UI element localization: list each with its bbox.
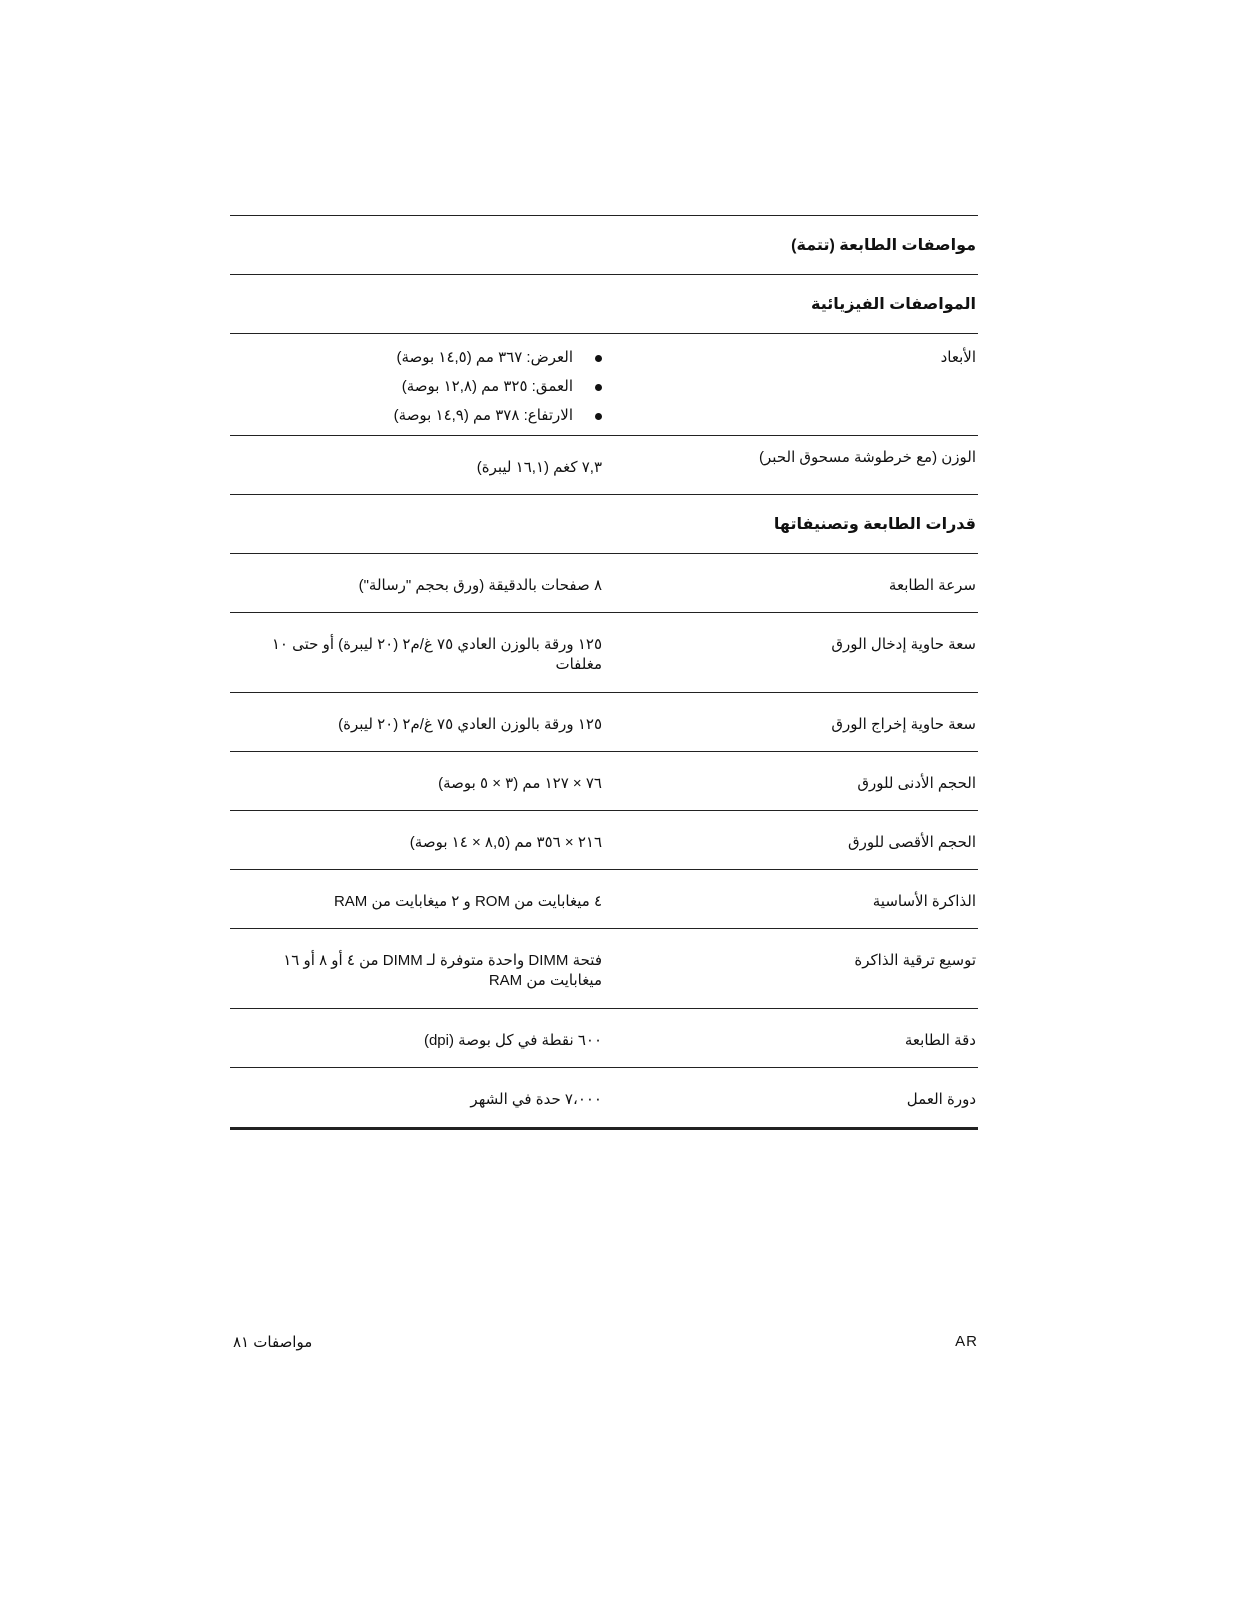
table-row xyxy=(230,436,978,495)
bullet-icon xyxy=(595,355,602,362)
dimension-depth: العمق: ٣٢٥ مم (١٢,٨ بوصة) xyxy=(401,378,573,396)
row-value-input-tray: ١٢٥ ورقة بالوزن العادي ٧٥ غ/م٢ (٢٠ ليبرة) أو حتى ١٠ مغلفات xyxy=(271,636,602,674)
table-row xyxy=(230,929,978,1009)
row-value-print-speed: ٨ صفحات بالدقيقة (ورق بحجم "رسالة") xyxy=(358,577,602,594)
row-label-dimensions: الأبعاد xyxy=(940,349,976,366)
row-value-resolution: ٦٠٠ نقطة في كل بوصة (dpi) xyxy=(423,1032,602,1049)
row-label-resolution: دقة الطابعة xyxy=(904,1032,976,1049)
row-label-min-paper: الحجم الأدنى للورق xyxy=(857,775,976,792)
table-row xyxy=(230,811,978,870)
row-label-input-tray: سعة حاوية إدخال الورق xyxy=(831,636,976,653)
table-row xyxy=(230,554,978,613)
dimension-width: العرض: ٣٦٧ مم (١٤,٥ بوصة) xyxy=(396,349,573,367)
table-row xyxy=(230,870,978,929)
table-row xyxy=(230,613,978,693)
dimensions-list xyxy=(232,344,602,431)
section-heading-row xyxy=(230,275,978,334)
section-heading-physical: المواصفات الفيزيائية xyxy=(811,296,976,313)
list-item xyxy=(232,373,602,402)
section-heading-capabilities: قدرات الطابعة وتصنيفاتها xyxy=(773,516,976,533)
list-item xyxy=(232,344,602,373)
dimension-height: الارتفاع: ٣٧٨ مم (١٤,٩ بوصة) xyxy=(393,407,573,425)
table-row xyxy=(230,1068,978,1127)
row-label-print-speed: سرعة الطابعة xyxy=(888,577,976,594)
bullet-icon xyxy=(595,413,602,420)
row-label-weight: الوزن (مع خرطوشة مسحوق الحبر) xyxy=(759,449,976,466)
table-row xyxy=(230,693,978,752)
row-label-max-paper: الحجم الأقصى للورق xyxy=(848,834,976,851)
list-item xyxy=(232,402,602,431)
table-row xyxy=(230,334,978,436)
table-title: مواصفات الطابعة (تتمة) xyxy=(791,237,976,254)
row-value-memory-upgrade: فتحة DIMM واحدة متوفرة لـ DIMM من ٤ أو ٨ أو ١٦ ميغابايت من RAM xyxy=(283,952,602,990)
bullet-icon xyxy=(595,384,602,391)
section-heading-row xyxy=(230,495,978,554)
row-label-base-memory: الذاكرة الأساسية xyxy=(872,893,976,910)
row-label-output-tray: سعة حاوية إخراج الورق xyxy=(831,716,976,733)
row-label-memory-upgrade: توسيع ترقية الذاكرة xyxy=(854,952,976,969)
table-row xyxy=(230,752,978,811)
table-row xyxy=(230,1009,978,1068)
row-value-min-paper: ٧٦ × ١٢٧ مم (٣ × ٥ بوصة) xyxy=(438,775,602,792)
spec-table xyxy=(230,215,978,1130)
row-value-base-memory: ٤ ميغابايت من ROM و ٢ ميغابايت من RAM xyxy=(333,893,602,910)
language-code: AR xyxy=(955,1333,978,1350)
row-label-duty-cycle: دورة العمل xyxy=(906,1091,976,1108)
row-value-duty-cycle: ٧،٠٠٠ حدة في الشهر xyxy=(470,1091,602,1108)
table-title-row xyxy=(230,216,978,275)
page-number-label: مواصفات ٨١ xyxy=(233,1334,313,1351)
row-value-dimensions xyxy=(232,344,604,431)
row-value-weight: ٧,٣ كغم (١٦,١ ليبرة) xyxy=(476,459,602,476)
row-value-max-paper: ٢١٦ × ٣٥٦ مم (٨,٥ × ١٤ بوصة) xyxy=(409,834,602,851)
row-value-output-tray: ١٢٥ ورقة بالوزن العادي ٧٥ غ/م٢ (٢٠ ليبرة) xyxy=(338,716,602,733)
